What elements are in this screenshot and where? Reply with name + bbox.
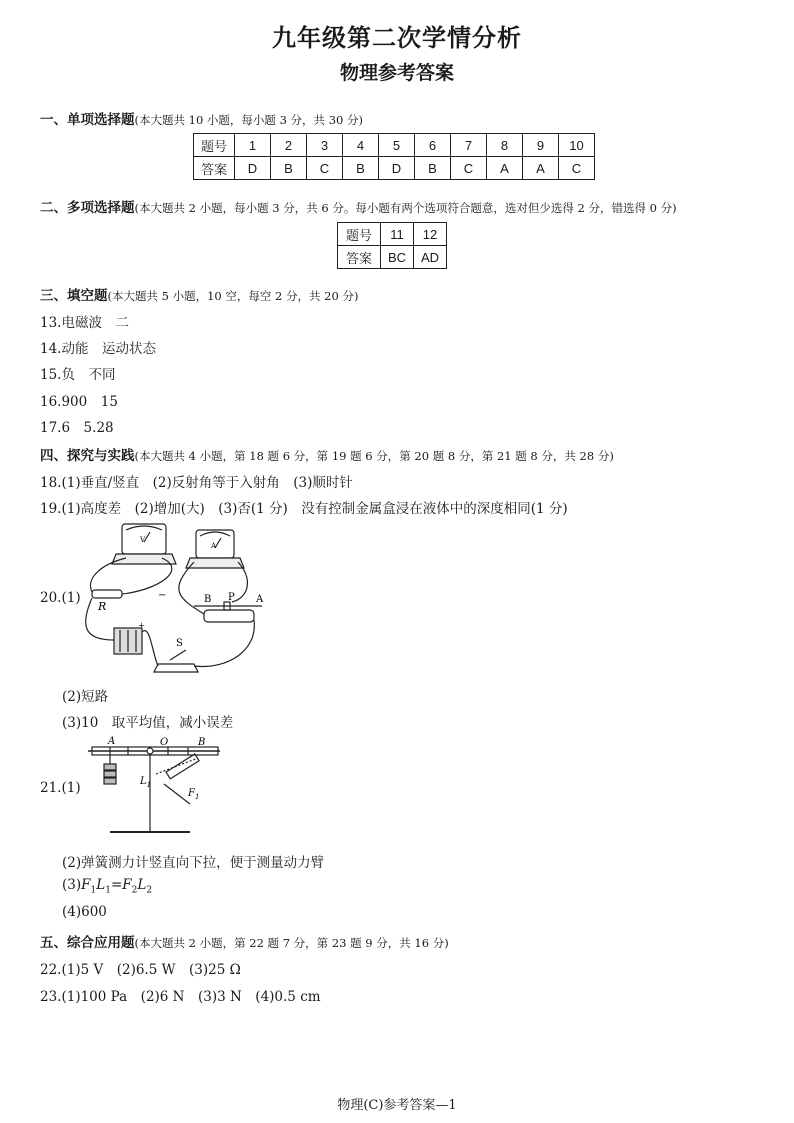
section-5-note: (本大题共 2 小题，第 22 题 7 分，第 23 题 9 分，共 16 分) <box>134 936 449 950</box>
table-cell: B <box>343 157 379 180</box>
table-cell: A <box>523 157 559 180</box>
answer-line-19: 19.(1)高度差 (2)增加(大) (3)否(1 分) 没有控制金属盒浸在液体中的深度相同(1 分) <box>40 501 568 517</box>
table-cell: BC <box>381 246 414 269</box>
label-v: V <box>140 536 146 544</box>
resistor-icon <box>92 590 122 598</box>
answer-line-13: 13.电磁波 二 <box>40 315 129 331</box>
table-header-cell: 答案 <box>338 246 381 269</box>
lever-diagram <box>80 734 230 842</box>
label-r: R <box>98 600 107 613</box>
table-row <box>194 134 595 157</box>
table-cell: 8 <box>487 134 523 157</box>
section-5-title: 五、综合应用题 <box>40 935 135 951</box>
section-5-heading <box>40 931 449 951</box>
table-cell: B <box>415 157 451 180</box>
label-ammeter: A <box>211 542 217 550</box>
answer-line-15: 15.负 不同 <box>40 367 116 383</box>
switch-icon <box>154 664 198 672</box>
table-cell: C <box>559 157 595 180</box>
circuit-diagram <box>78 520 278 680</box>
page-subtitle: 物理参考答案 <box>339 62 454 84</box>
table-cell: B <box>271 157 307 180</box>
label-p: P <box>228 592 235 603</box>
label-f1: $F_1$ <box>188 788 200 801</box>
answer-line-22: 22.(1)5 V (2)6.5 W (3)25 Ω <box>40 962 241 978</box>
section-1-title: 一、单项选择题 <box>40 112 135 128</box>
section-1-heading <box>40 108 363 128</box>
table-header-cell: 题号 <box>338 223 381 246</box>
table-cell: D <box>379 157 415 180</box>
section-4-title: 四、探究与实践 <box>40 448 135 464</box>
answer-table-single <box>193 133 595 180</box>
label-a: A <box>256 594 264 605</box>
table-cell: C <box>451 157 487 180</box>
section-4-note: (本大题共 4 小题，第 18 题 6 分，第 19 题 6 分，第 20 题 8 分，第 21 题 8 分，共 28 分) <box>134 449 614 463</box>
table-row <box>338 223 447 246</box>
table-cell: 5 <box>379 134 415 157</box>
section-1-note: (本大题共 10 小题，每小题 3 分，共 30 分) <box>134 113 363 127</box>
section-3-heading <box>40 284 358 304</box>
label-plus: + <box>138 621 145 630</box>
label-o: O <box>160 737 169 748</box>
table-cell: 9 <box>523 134 559 157</box>
label-b: B <box>198 737 206 748</box>
table-cell: AD <box>414 246 447 269</box>
answer-line-23: 23.(1)100 Pa (2)6 N (3)3 N (4)0.5 cm <box>40 989 321 1005</box>
table-cell: 11 <box>381 223 414 246</box>
answer-line-14: 14.动能 运动状态 <box>40 341 156 357</box>
table-cell: C <box>307 157 343 180</box>
table-cell: D <box>235 157 271 180</box>
label-minus: − <box>158 590 167 601</box>
section-4-heading <box>40 444 614 464</box>
answer-line-20-3: (3)10 取平均值，减小误差 <box>62 715 234 731</box>
table-cell: A <box>487 157 523 180</box>
answer-line-21-2: (2)弹簧测力计竖直向下拉，便于测量动力臂 <box>62 855 325 871</box>
section-3-note: (本大题共 5 小题，10 空，每空 2 分，共 20 分) <box>107 289 359 303</box>
label-l1: $L_1$ <box>140 776 152 789</box>
answer-line-20-label: 20.(1) <box>40 590 81 606</box>
table-cell: 4 <box>343 134 379 157</box>
answer-line-16: 16.900 15 <box>40 394 118 410</box>
label-a: A <box>108 736 116 747</box>
label-s: S <box>176 638 183 649</box>
label-b: B <box>204 594 212 605</box>
table-row <box>194 157 595 180</box>
table-cell: 2 <box>271 134 307 157</box>
table-cell: 6 <box>415 134 451 157</box>
table-cell: 1 <box>235 134 271 157</box>
answer-line-21-4: (4)600 <box>62 904 107 920</box>
table-cell: 7 <box>451 134 487 157</box>
answer-line-21-3: $(3)F_1L_1=F_2L_2$ <box>62 877 153 896</box>
answer-table-multi <box>337 222 447 269</box>
table-row <box>338 246 447 269</box>
section-2-heading <box>40 196 677 216</box>
answer-line-20-2: (2)短路 <box>62 689 109 705</box>
rheostat-icon <box>204 610 254 622</box>
section-2-title: 二、多项选择题 <box>40 200 135 216</box>
answer-line-18: 18.(1)垂直/竖直 (2)反射角等于入射角 (3)顺时针 <box>40 475 353 491</box>
table-cell: 3 <box>307 134 343 157</box>
table-cell: 12 <box>414 223 447 246</box>
answer-line-21-label: 21.(1) <box>40 780 81 796</box>
page-footer: 物理(C)参考答案—1 <box>337 1098 457 1113</box>
answer-line-17: 17.6 5.28 <box>40 420 114 436</box>
section-3-title: 三、填空题 <box>40 288 108 304</box>
table-header-cell: 答案 <box>194 157 235 180</box>
section-2-note: (本大题共 2 小题，每小题 3 分，共 6 分。每小题有两个选项符合题意，选对但少选得 2 分，错选得 0 分) <box>134 201 677 215</box>
table-cell: 10 <box>559 134 595 157</box>
page-title: 九年级第二次学情分析 <box>272 23 522 52</box>
table-header-cell: 题号 <box>194 134 235 157</box>
